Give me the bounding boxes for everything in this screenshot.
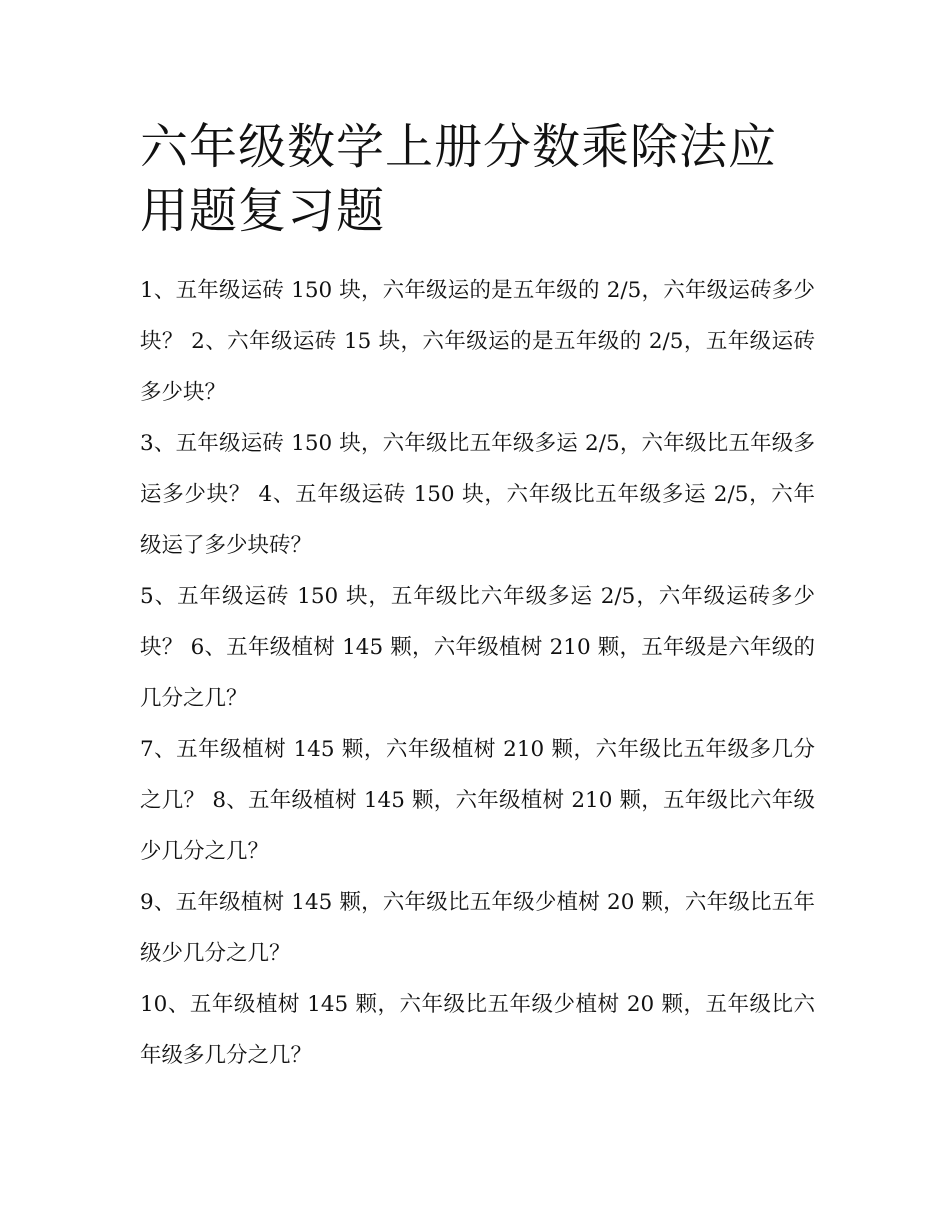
problem-paragraph-1: 1、五年级运砖 150 块，六年级运的是五年级的 2/5，六年级运砖多少块？ 2、六年级运砖 15 块，六年级运的是五年级的 2/5，五年级运砖多少块？ bbox=[140, 278, 815, 405]
problem-paragraph-4: 7、五年级植树 145 颗，六年级植树 210 颗，六年级比五年级多几分之几？ 8、五年级植树 145 颗，六年级植树 210 颗，五年级比六年级少几分之几？ bbox=[140, 737, 815, 864]
document-title: 六年级数学上册分数乘除法应用题复习题 bbox=[140, 119, 778, 239]
document-page bbox=[140, 115, 815, 1081]
problem-paragraph-6: 10、五年级植树 145 颗，六年级比五年级少植树 20 颗，五年级比六年级多几分之几？ bbox=[140, 992, 815, 1068]
problem-paragraph-5: 9、五年级植树 145 颗，六年级比五年级少植树 20 颗，六年级比五年级少几分之几？ bbox=[140, 890, 815, 966]
problem-paragraph-2: 3、五年级运砖 150 块，六年级比五年级多运 2/5，六年级比五年级多运多少块？ 4、五年级运砖 150 块，六年级比五年级多运 2/5，六年级运了多少块砖？ bbox=[140, 431, 815, 558]
problem-paragraph-3: 5、五年级运砖 150 块，五年级比六年级多运 2/5，六年级运砖多少块？ 6、五年级植树 145 颗，六年级植树 210 颗，五年级是六年级的几分之几？ bbox=[140, 584, 815, 711]
